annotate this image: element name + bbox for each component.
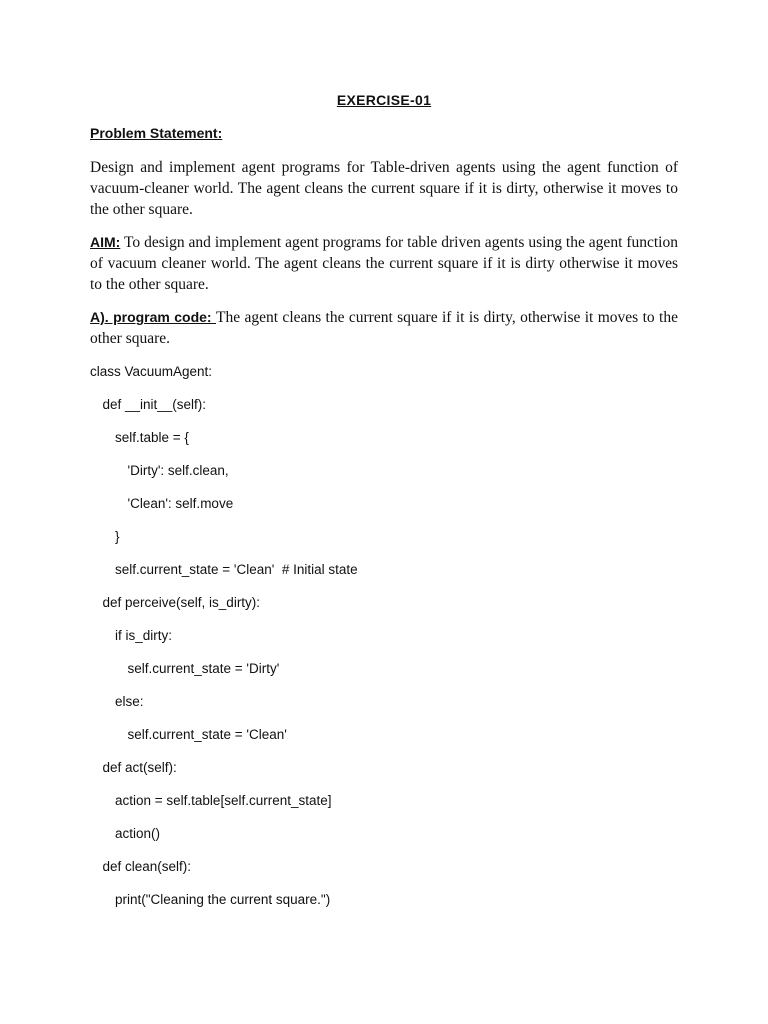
exercise-title [0, 92, 768, 108]
exercise-title-text: EXERCISE-01 [336, 92, 432, 108]
code-line: else: [115, 694, 144, 709]
aim-paragraph [90, 232, 678, 295]
aim-text: To design and implement agent programs for table driven agents using the agent function of vacuum cleaner world. The agent cleans the current square if it is dirty otherwise it moves to the other square. [90, 234, 678, 293]
code-line: def perceive(self, is_dirty): [102, 595, 261, 610]
code-line: print("Cleaning the current square.") [115, 892, 331, 907]
program-code-label: A). program code: [90, 309, 216, 325]
code-line: 'Dirty': self.clean, [127, 463, 229, 478]
code-line: class VacuumAgent: [90, 364, 213, 379]
code-line: } [115, 529, 120, 544]
problem-statement-text: Design and implement agent programs for Table-driven agents using the agent function of vacuum-cleaner world. The agent cleans the current square if it is dirty, otherwise it moves to the other square. [90, 159, 678, 218]
aim-label: AIM: [90, 234, 121, 250]
code-line: action() [115, 826, 161, 841]
code-line: self.table = { [115, 430, 189, 445]
code-line: def clean(self): [102, 859, 192, 874]
problem-statement-heading: Problem Statement: [90, 125, 223, 141]
code-line: 'Clean': self.move [127, 496, 234, 511]
code-line: if is_dirty: [115, 628, 173, 643]
program-code-paragraph [90, 307, 678, 349]
code-line: action = self.table[self.current_state] [115, 793, 332, 808]
code-line: self.current_state = 'Dirty' [127, 661, 280, 676]
code-line: self.current_state = 'Clean' # Initial state [115, 562, 358, 577]
code-line: def act(self): [102, 760, 177, 775]
code-line: self.current_state = 'Clean' [127, 727, 287, 742]
program-code-text: The agent cleans the current square if it is dirty, otherwise it moves to the other square. [90, 309, 678, 347]
code-line: def __init__(self): [102, 397, 207, 412]
